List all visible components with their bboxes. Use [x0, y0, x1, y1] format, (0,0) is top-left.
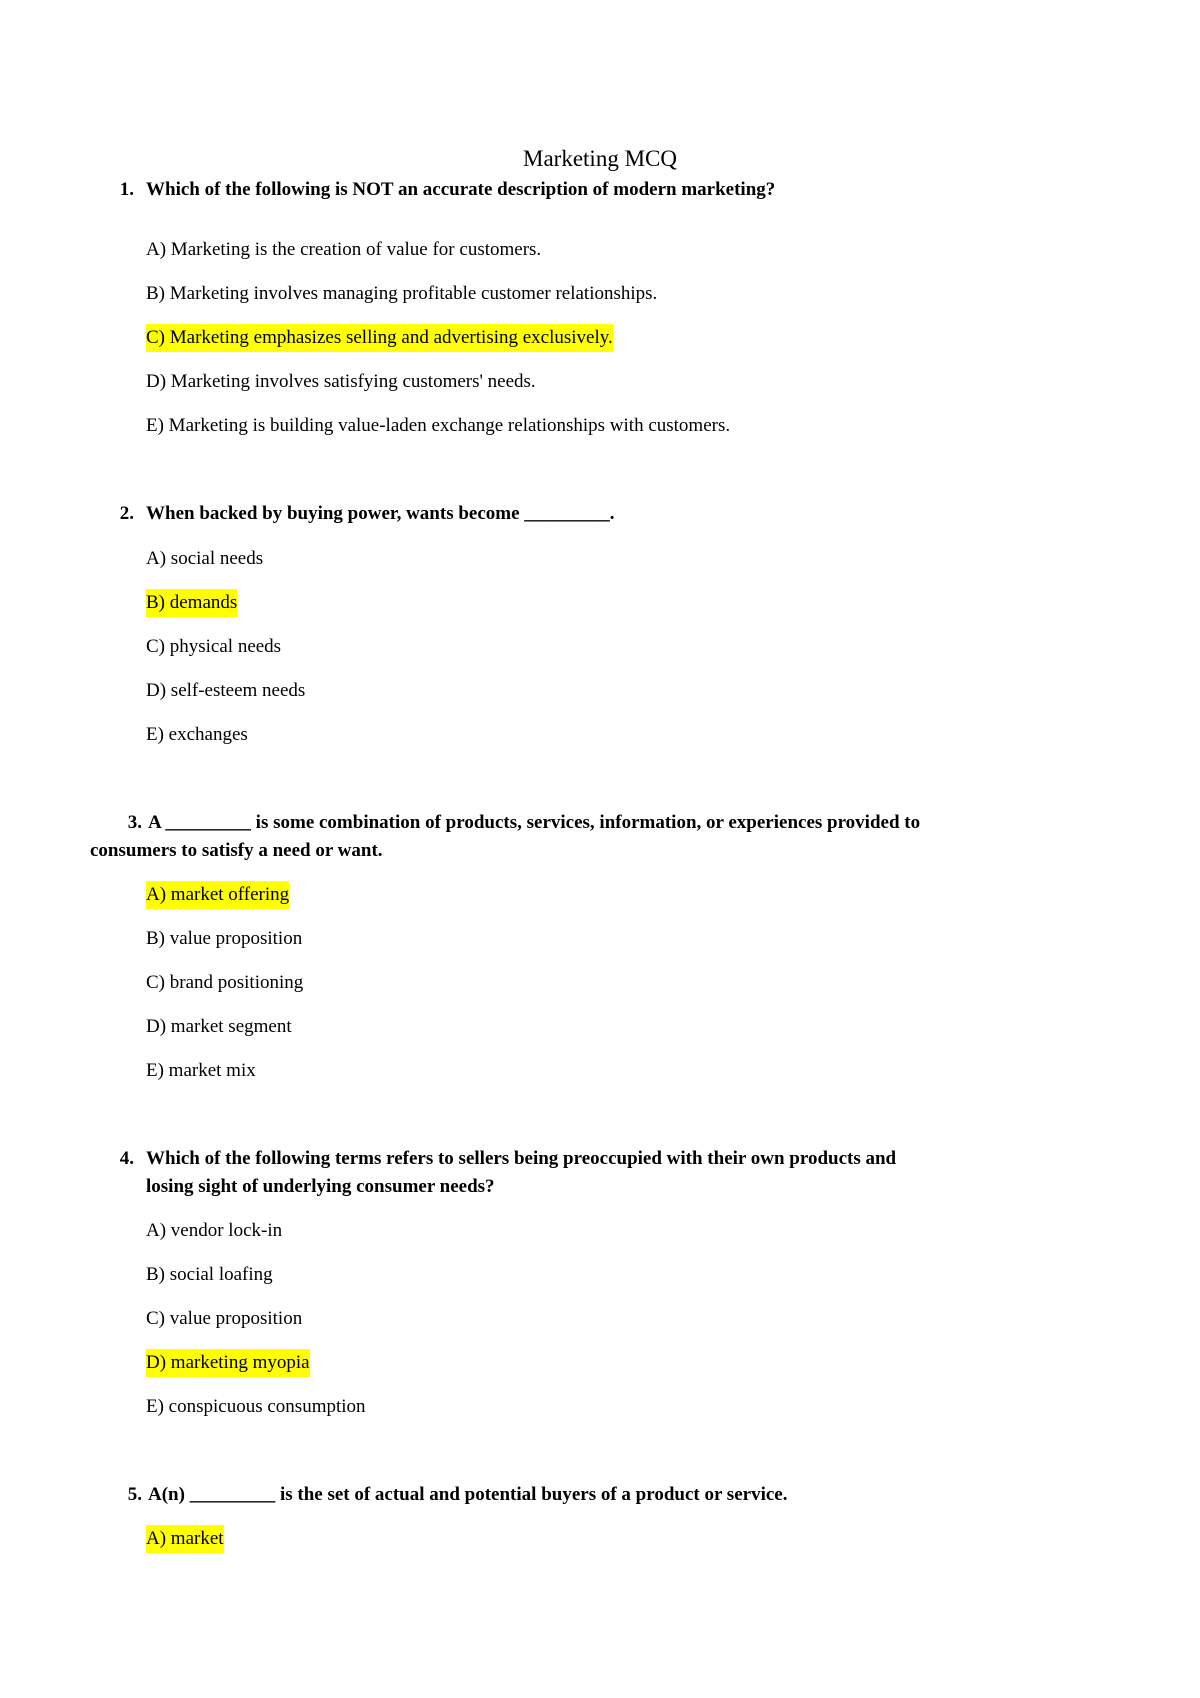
question-number: 1. — [119, 179, 134, 200]
option-c: C) brand positioning — [146, 972, 304, 993]
page-title: Marketing MCQ — [523, 146, 677, 171]
option-a-highlighted-answer: A) market offering — [146, 881, 289, 909]
option-c: C) value proposition — [146, 1308, 303, 1329]
option-e: E) market mix — [146, 1060, 256, 1081]
question-text-line-1: A _________ is some combination of products, services, information, or experiences provided to — [148, 812, 921, 833]
option-a-highlighted-answer: A) market — [146, 1525, 224, 1553]
question-number: 3. — [127, 812, 142, 833]
option-b-highlighted-answer: B) demands — [146, 589, 237, 617]
option-e: E) exchanges — [146, 724, 248, 745]
question-number: 2. — [119, 503, 134, 524]
option-a: A) social needs — [146, 548, 264, 569]
question-text: Which of the following is NOT an accurate description of modern marketing? — [146, 179, 776, 200]
option-e: E) Marketing is building value-laden exchange relationships with customers. — [146, 415, 731, 436]
option-b: B) value proposition — [146, 928, 303, 949]
question-number: 4. — [119, 1148, 134, 1169]
option-a: A) Marketing is the creation of value for customers. — [146, 239, 542, 260]
option-d: D) self-esteem needs — [146, 680, 306, 701]
option-c-highlighted-answer: C) Marketing emphasizes selling and advertising exclusively. — [146, 324, 613, 352]
option-e: E) conspicuous consumption — [146, 1396, 366, 1417]
option-d-highlighted-answer: D) marketing myopia — [146, 1349, 310, 1377]
option-d: D) market segment — [146, 1016, 292, 1037]
question-text: When backed by buying power, wants become _________. — [146, 503, 615, 524]
question-text: A(n) _________ is the set of actual and potential buyers of a product or service. — [148, 1484, 788, 1505]
question-text-line-2: consumers to satisfy a need or want. — [90, 840, 383, 861]
question-text-line-1: Which of the following terms refers to sellers being preoccupied with their own products and — [146, 1148, 897, 1169]
option-b: B) Marketing involves managing profitable customer relationships. — [146, 283, 658, 304]
option-c: C) physical needs — [146, 636, 282, 657]
option-d: D) Marketing involves satisfying customers' needs. — [146, 371, 536, 392]
question-text-line-2: losing sight of underlying consumer needs? — [146, 1176, 495, 1197]
question-number: 5. — [127, 1484, 142, 1505]
option-a: A) vendor lock-in — [146, 1220, 283, 1241]
option-b: B) social loafing — [146, 1264, 273, 1285]
